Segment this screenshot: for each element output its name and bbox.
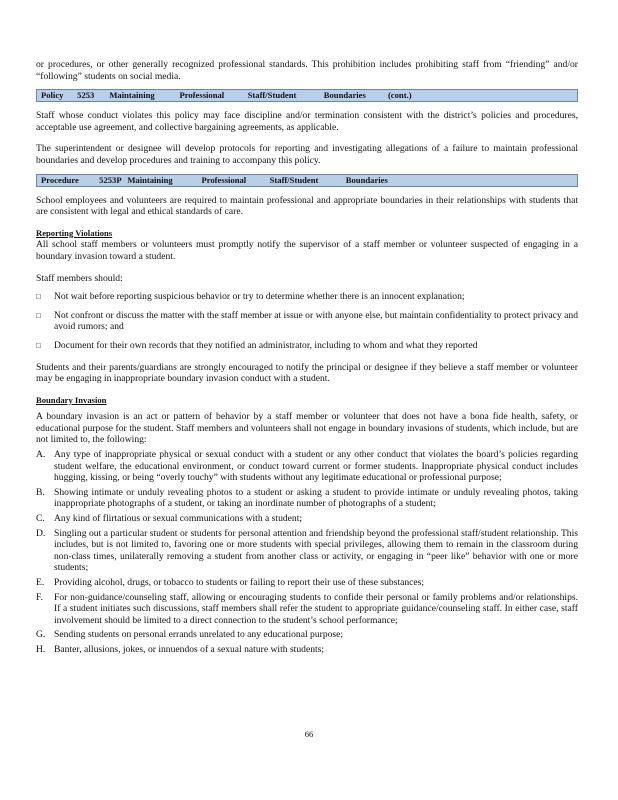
boundary-paragraph: A boundary invasion is an act or pattern of behavior by a staff member or volunteer that does not have a bona fide health, safety, or educational purpose for the student. Staff members and volunteers shall not engage in boundary invasions of students, which include, but are not limited to, the following: [36, 411, 578, 446]
bar-cell: Staff/Student [269, 174, 319, 185]
policy-paragraph-2: The superintendent or designee will develop protocols for reporting and investigating allegations of a failure to maintain professional boundaries and develop procedures and training to accompany this policy. [36, 143, 578, 166]
list-item [36, 291, 578, 303]
should-label: Staff members should: [36, 272, 123, 284]
item-letter: F. [36, 591, 43, 603]
bar-cell: Policy [41, 90, 64, 101]
item-letter: D. [36, 527, 46, 539]
procedure-title-bar [36, 174, 578, 187]
item-letter: C. [36, 513, 45, 525]
item-letter: H. [36, 643, 46, 655]
policy-paragraph-1: Staff whose conduct violates this policy may face discipline and/or termination consistent with the district’s policies and procedures, acceptable use agreement, and collective bargaining agreements, as applicable. [36, 110, 578, 133]
bar-cell: 5253 [77, 90, 95, 101]
item-letter: E. [36, 577, 45, 588]
boundary-heading: Boundary Invasion [36, 394, 107, 405]
item-letter: B. [36, 486, 45, 498]
list-item [36, 449, 578, 484]
item-text: Any type of inappropriate physical or sexual conduct with a student or any other conduct that violates the board’s policies regarding student welfare, the educational environment, or conduct toward current or former students. Inappropriate physical conduct includes hugging, kissing, or being “overly touchy” with students without any legitimate educational or professional purpose; [54, 449, 578, 484]
list-item [36, 528, 578, 574]
list-item [36, 644, 578, 656]
item-letter: G. [36, 629, 46, 641]
checkbox-bullet-icon: □ [36, 340, 41, 350]
bullet-text: Document for their own records that they notified an administrator, including to whom and what they reported [54, 339, 478, 351]
item-letter: A. [36, 449, 46, 461]
checkbox-bullet-icon: □ [36, 292, 41, 302]
bar-cell: Professional [179, 90, 225, 101]
bar-cell: (cont.) [387, 90, 412, 101]
list-item [36, 487, 578, 510]
list-item [36, 310, 578, 333]
bar-cell: Boundaries [345, 174, 388, 185]
item-text: Any kind of flirtatious or sexual communications with a student; [54, 513, 303, 525]
policy-title-bar [36, 89, 578, 102]
list-item [36, 629, 578, 641]
bar-cell: Maintaining [109, 90, 155, 101]
item-text: Singling out a particular student or students for personal attention and friendship beyond the professional staff/student relationship. This includes, but is not limited to, favoring one or more students with special privileges, allowing them to remain in the classroom during non-class times, unilaterally removing a student from another class or activity, or engaging in “peer like” behavior with one or more students; [54, 527, 578, 574]
reporting-heading: Reporting Violations [36, 227, 113, 238]
bar-cell: Boundaries [323, 90, 366, 101]
bullet-text: Not confront or discuss the matter with the staff member at issue or with anyone else, but maintain confidentiality to protect privacy and avoid rumors; and [54, 309, 578, 333]
bar-cell: Maintaining [127, 174, 173, 185]
item-text: For non-guidance/counseling staff, allowing or encouraging students to confide their personal or family problems and/or relationships. If a student initiates such discussions, staff members shall refer the student to appropriate guidance/counseling staff. In either case, staff involvement should be limited to a direct connection to the student’s school performance; [54, 591, 578, 626]
parents-paragraph: Students and their parents/guardians are strongly encouraged to notify the principal or designee if they believe a staff member or volunteer may be engaging in inappropriate boundary invasion conduct with a student. [36, 361, 578, 385]
bar-cell: Staff/Student [247, 90, 297, 101]
item-text: Showing intimate or unduly revealing photos to a student or asking a student to provide intimate or unduly revealing photos, taking inappropriate photographs of a student, or taking an inordinate number of photographs of a student; [54, 486, 578, 510]
bar-cell: Professional [201, 174, 247, 185]
procedure-paragraph: School employees and volunteers are required to maintain professional and appropriate boundaries in their relationships with students that are consistent with legal and ethical standards of care. [36, 194, 578, 218]
item-text: Banter, allusions, jokes, or innuendos of a sexual nature with students; [54, 643, 325, 655]
bar-cell: 5253P [99, 174, 122, 185]
checkbox-bullet-icon: □ [36, 310, 41, 320]
page-number: 66 [304, 729, 314, 739]
list-item [36, 592, 578, 627]
list-item [36, 577, 578, 589]
reporting-paragraph: All school staff members or volunteers must promptly notify the supervisor of a staff member or volunteer suspected of engaging in a boundary invasion toward a student. [36, 239, 578, 262]
bullet-text: Not wait before reporting suspicious behavior or try to determine whether there is an innocent explanation; [54, 291, 465, 303]
list-item [36, 513, 578, 525]
page-content [36, 59, 578, 656]
list-item [36, 340, 578, 352]
bar-cell: Procedure [41, 174, 79, 185]
item-text: Sending students on personal errands unrelated to any educational purpose; [54, 629, 344, 641]
item-text: Providing alcohol, drugs, or tobacco to students or failing to report their use of these substances; [54, 577, 425, 588]
intro-paragraph: or procedures, or other generally recognized professional standards. This prohibition includes prohibiting staff from “friending” and/or “following” students on social media. [36, 59, 578, 82]
